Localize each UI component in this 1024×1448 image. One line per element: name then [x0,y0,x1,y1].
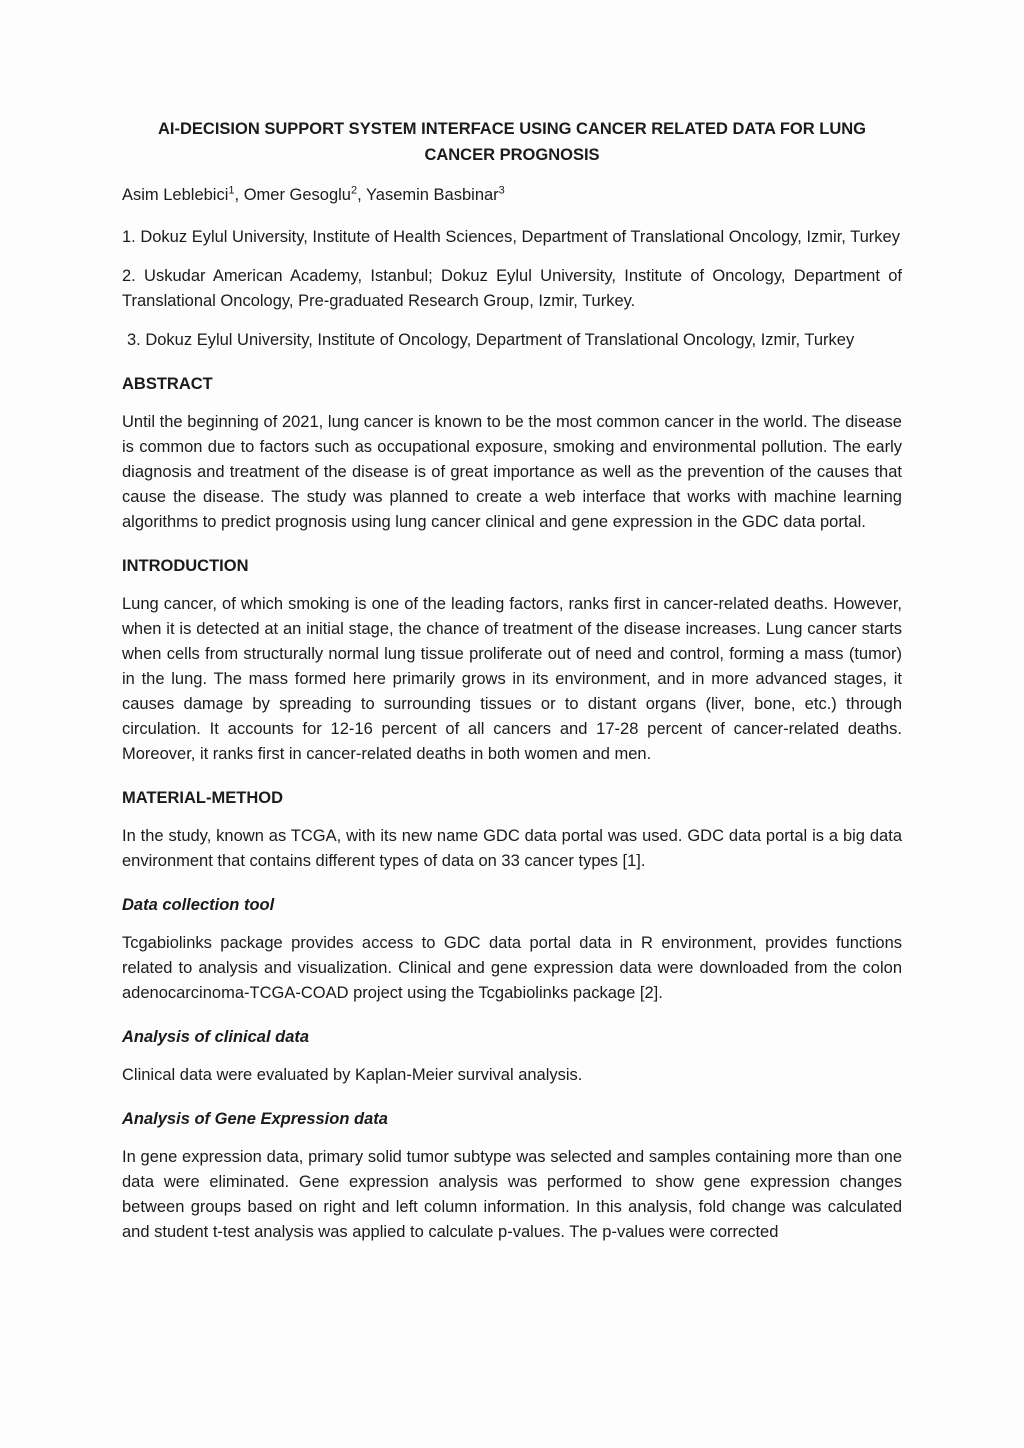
abstract-heading: ABSTRACT [122,375,213,393]
material-method-body: In the study, known as TCGA, with its new name GDC data portal was used. GDC data portal is a big data environment that contains different types of data on 33 cancer types [1]. [122,827,902,870]
introduction-body: Lung cancer, of which smoking is one of the leading factors, ranks first in cancer-related deaths. However, when it is detected at an initial stage, the chance of treatment of the disease increases. Lung cancer starts when cells from structurally normal lung tissue proliferate out of need and control, forming a mass (tumor) in the lung. The mass formed here primarily grows in its environment, and in more advanced stages, it causes damage by spreading to surrounding tissues or to distant organs (liver, bone, etc.) through circulation. It accounts for 12-16 percent of all cancers and 17-28 percent of cancer-related deaths. Moreover, it ranks first in cancer-related deaths in both women and men. [122,595,902,763]
analysis-clinical-data-body: Clinical data were evaluated by Kaplan-Meier survival analysis. [122,1066,583,1084]
author-separator: , [234,186,244,204]
data-collection-tool-heading: Data collection tool [122,896,275,914]
affiliation-3: 3. Dokuz Eylul University, Institute of Oncology, Department of Translational Oncology, Izmir, Turkey [127,331,855,349]
author-superscript: 3 [498,184,505,197]
analysis-gene-expression-body: In gene expression data, primary solid tumor subtype was selected and samples containing more than one data were eliminated. Gene expression analysis was performed to show gene expression changes between groups based on right and left column information. In this analysis, fold change was calculated and student t-test analysis was applied to calculate p-values. The p-values were corrected [122,1148,902,1241]
affiliation-2: 2. Uskudar American Academy, Istanbul; Dokuz Eylul University, Institute of Oncology, Department of Translational Oncology, Pre-graduated Research Group, Izmir, Turkey. [122,267,902,310]
author-name: Yasemin Basbinar [365,186,499,204]
author-superscript: 2 [350,184,358,197]
authors-line [122,183,902,208]
material-method-heading: MATERIAL-METHOD [122,789,284,807]
paper-title: AI-DECISION SUPPORT SYSTEM INTERFACE USING CANCER RELATED DATA FOR LUNG CANCER PROGNOSIS [158,120,866,164]
author-superscript: 1 [228,184,235,197]
analysis-gene-expression-heading: Analysis of Gene Expression data [122,1110,388,1128]
affiliation-1: 1. Dokuz Eylul University, Institute of Health Sciences, Department of Translational Oncology, Izmir, Turkey [122,228,900,246]
author-name: Asim Leblebici [122,186,229,204]
analysis-clinical-data-heading: Analysis of clinical data [122,1028,310,1046]
author-name: Omer Gesoglu [243,186,351,204]
abstract-body: Until the beginning of 2021, lung cancer is known to be the most common cancer in the world. The disease is common due to factors such as occupational exposure, smoking and environmental pollution. The early diagnosis and treatment of the disease is of great importance as well as the prevention of the causes that cause the disease. The study was planned to create a web interface that works with machine learning algorithms to predict prognosis using lung cancer clinical and gene expression in the GDC data portal. [122,413,902,531]
author-separator: , [357,186,366,204]
introduction-heading: INTRODUCTION [122,557,249,575]
data-collection-tool-body: Tcgabiolinks package provides access to GDC data portal data in R environment, provides functions related to analysis and visualization. Clinical and gene expression data were downloaded from the colon adenocarcinoma-TCGA-COAD project using the Tcgabiolinks package [2]. [122,934,902,1002]
